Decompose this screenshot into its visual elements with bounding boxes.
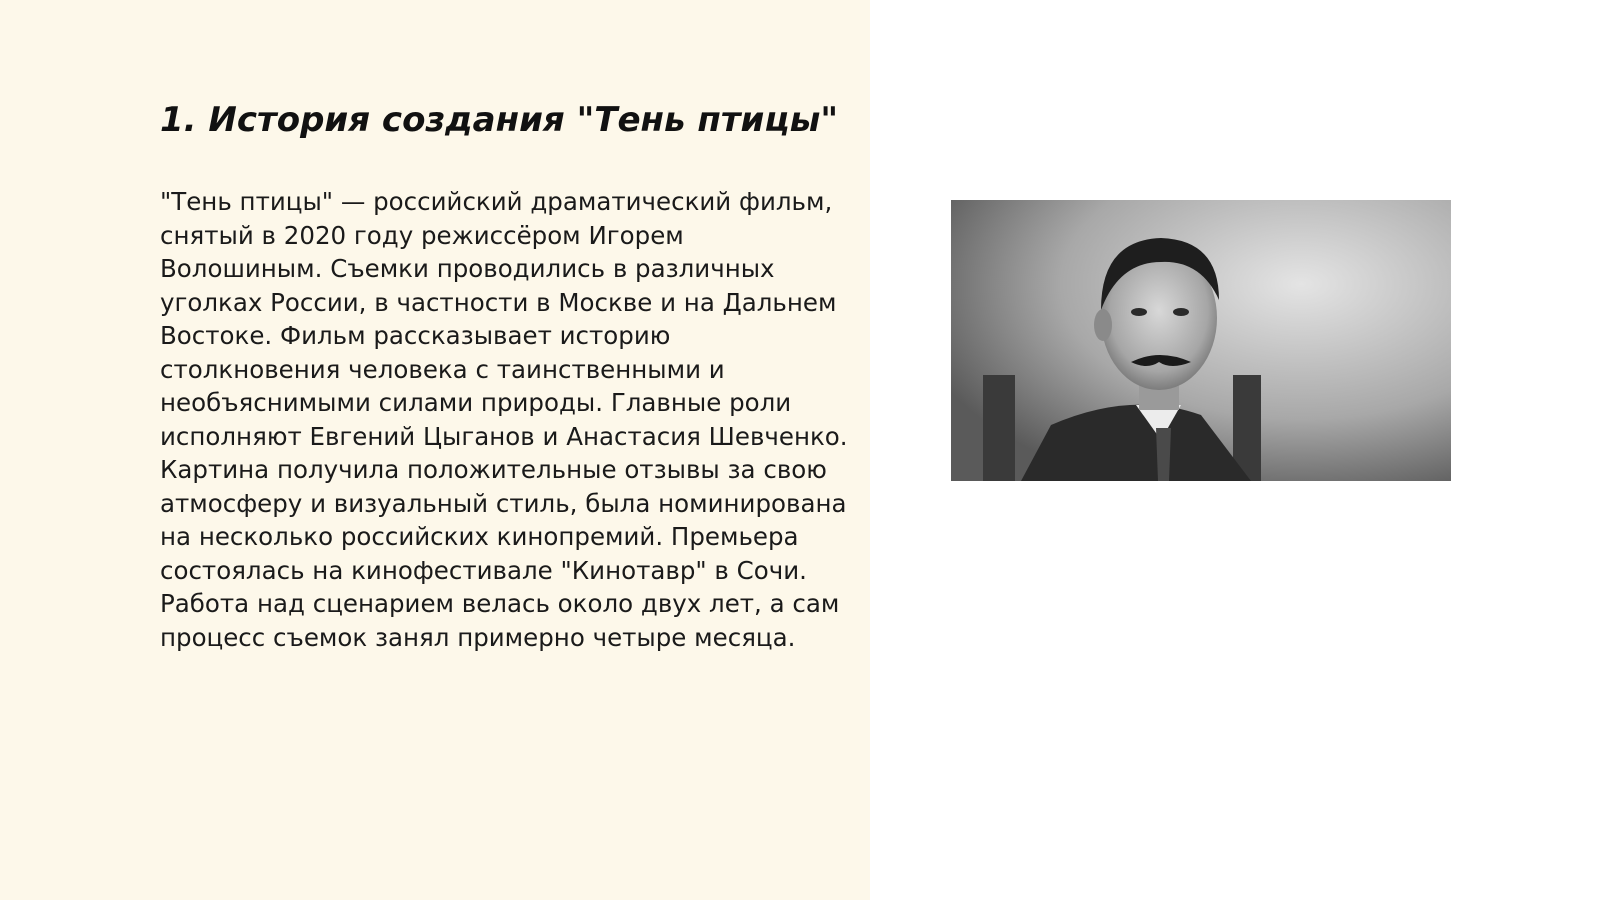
portrait-photo — [951, 200, 1451, 481]
portrait-illustration — [951, 200, 1451, 481]
slide-title: 1. История создания "Тень птицы" — [160, 100, 839, 140]
slide-body-text: "Тень птицы" — российский драматический фильм, снятый в 2020 году режиссёром Игорем Волошиным. Съемки проводились в различных уголках России, в частности в Москве и на Дальнем Востоке. Фильм рассказывает историю столкновения человека с таинственными и необъяснимыми силами природы. Главные роли исполняют Евгений Цыганов и Анастасия Шевченко. Картина получила положительные отзывы за свою атмосферу и визуальный стиль, была номинирована на несколько российских кинопремий. Премьера состоялась на кинофестивале "Кинотавр" в Сочи. Работа над сценарием велась около двух лет, а сам процесс съемок занял примерно четыре месяца. — [160, 187, 848, 652]
